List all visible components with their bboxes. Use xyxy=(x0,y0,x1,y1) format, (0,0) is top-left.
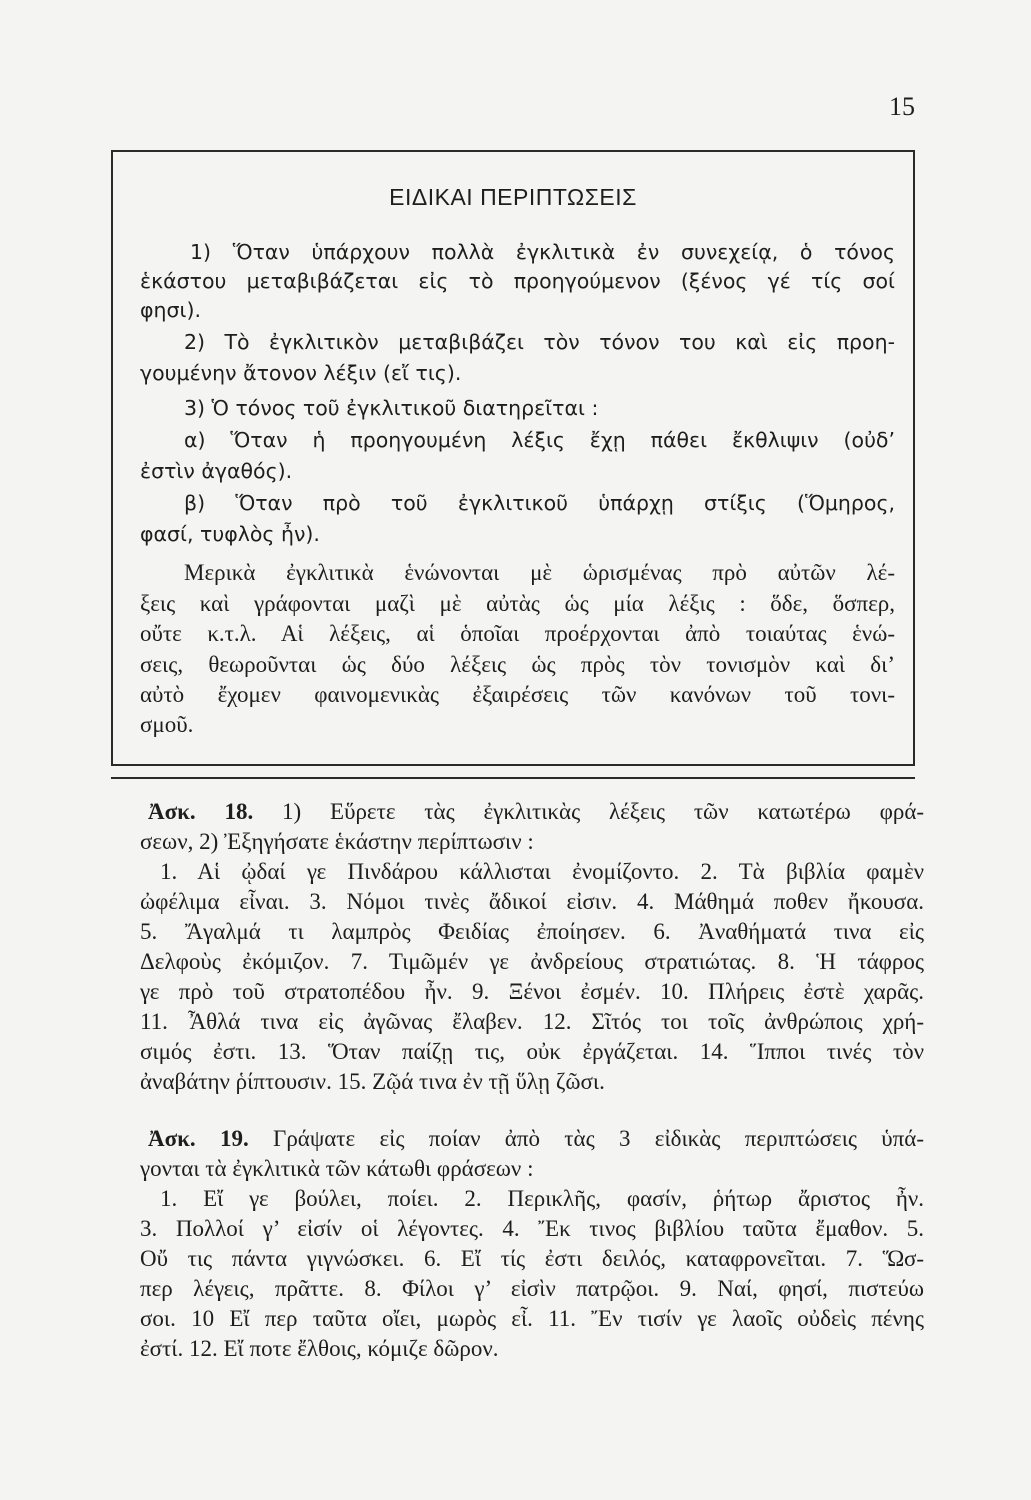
exercise-18-line: 5. Ἄγαλμά τι λαμπρὸς Φειδίας ἐποίησεν. 6. Ἀναθήματά τινα εἰς xyxy=(140,919,924,944)
exercise-18-line: ὠφέλιμα εἶναι. 3. Νόμοι τινὲς ἄδικοί εἰσιν. 4. Μάθημά ποθεν ἤκουσα. xyxy=(140,889,924,914)
note-line: ξεις καὶ γράφονται μαζὶ μὲ αὐτὰς ὡς μία λέξις : ὅδε, ὅσπερ, xyxy=(140,591,895,616)
exercise-19-line: γονται τὰ ἐγκλιτικὰ τῶν κάτωθι φράσεων : xyxy=(140,1156,534,1181)
rule-3a-line: ἐστὶν ἀγαθός). xyxy=(140,459,293,483)
note-line: σεις, θεωροῦνται ὡς δύο λέξεις ὡς πρὸς τὸν τονισμὸν καὶ δι’ xyxy=(140,652,895,677)
rule-2-line: γουμένην ἄτονον λέξιν (εἴ τις). xyxy=(140,361,462,385)
exercise-18-line: Δελφοὺς ἐκόμιζον. 7. Τιμῶμέν γε ἀνδρείους στρατιώτας. 8. Ἡ τάφρος xyxy=(140,949,924,974)
exercise-18-line: γε πρὸ τοῦ στρατοπέδου ἦν. 9. Ξένοι ἐσμέν. 10. Πλήρεις ἐστὲ χαρᾶς. xyxy=(140,979,924,1004)
exercise-18-line: 1. Αἱ ᾠδαί γε Πινδάρου κάλλισται ἐνομίζοντο. 2. Τὰ βιβλία φαμὲν xyxy=(160,859,924,884)
exercise-18-label: Ἀσκ. 18. xyxy=(148,799,254,824)
exercise-19-line: 3. Πολλοί γ’ εἰσίν οἱ λέγοντες. 4. Ἔκ τινος βιβλίου ταῦτα ἔμαθον. 5. xyxy=(140,1216,924,1241)
exercise-18-heading xyxy=(148,799,924,825)
exercise-18-line: σεων, 2) Ἐξηγήσατε ἑκάστην περίπτωσιν : xyxy=(140,829,534,854)
exercise-19-line: σοι. 10 Εἴ περ ταῦτα οἴει, μωρὸς εἶ. 11. Ἔν τισίν γε λαοῖς οὐδεὶς πένης xyxy=(140,1306,924,1331)
exercise-18-line: 11. Ἆθλά τινα εἰς ἀγῶνας ἔλαβεν. 12. Σῖτός τοι τοῖς ἀνθρώποις χρή- xyxy=(140,1009,924,1034)
exercise-19-line: ἐστί. 12. Εἴ ποτε ἔλθοις, κόμιζε δῶρον. xyxy=(140,1336,499,1361)
note-line: οὔτε κ.τ.λ. Αἱ λέξεις, αἱ ὁποῖαι προέρχονται ἀπὸ τοιαύτας ἑνώ- xyxy=(140,621,895,646)
exercise-18-instruction: 1) Εὕρετε τὰς ἐγκλιτικὰς λέξεις τῶν κατωτέρω φρά- xyxy=(282,799,925,824)
rule-1-line: φησι). xyxy=(140,298,201,322)
box-bottom-rule xyxy=(111,777,915,779)
rule-3b-line: β) Ὅταν πρὸ τοῦ ἐγκλιτικοῦ ὑπάρχῃ στίξις (Ὅμηρος, xyxy=(184,491,895,515)
rule-3a-line: α) Ὅταν ἡ προηγουμένη λέξις ἔχῃ πάθει ἔκθλιψιν (οὐδ’ xyxy=(184,428,895,452)
exercise-19-instruction: Γράψατε εἰς ποίαν ἀπὸ τὰς 3 εἰδικὰς περιπτώσεις ὑπά- xyxy=(273,1126,925,1151)
exercise-19-line: Οὔ τις πάντα γιγνώσκει. 6. Εἴ τίς ἐστι δειλός, καταφρονεῖται. 7. Ὥσ- xyxy=(140,1246,924,1271)
rule-2-line: 2) Τὸ ἐγκλιτικὸν μεταβιβάζει τὸν τόνον του καὶ εἰς προη- xyxy=(184,330,895,354)
exercise-19-label: Ἀσκ. 19. xyxy=(148,1126,249,1151)
rule-3b-line: φασί, τυφλὸς ἦν). xyxy=(140,522,320,546)
rule-3-heading: 3) Ὁ τόνος τοῦ ἐγκλιτικοῦ διατηρεῖται : xyxy=(184,396,599,420)
exercise-19-line: 1. Εἴ γε βούλει, ποίει. 2. Περικλῆς, φασίν, ῥήτωρ ἄριστος ἦν. xyxy=(160,1186,924,1211)
exercise-19-heading xyxy=(148,1126,924,1152)
box-title: ΕΙΔΙΚΑΙ ΠΕΡΙΠΤΩΣΕΙΣ xyxy=(389,184,637,210)
note-line: σμοῦ. xyxy=(140,712,194,737)
page-number: 15 xyxy=(889,92,915,121)
note-line: αὐτὸ ἔχομεν φαινομενικὰς ἐξαιρέσεις τῶν κανόνων τοῦ τονι- xyxy=(140,682,895,707)
rule-1-line: ἑκάστου μεταβιβάζεται εἰς τὸ προηγούμενον (ξένος γέ τίς σοί xyxy=(140,269,895,293)
rule-1-line: 1) Ὅταν ὑπάρχουν πολλὰ ἐγκλιτικὰ ἐν συνεχείᾳ, ὁ τόνος xyxy=(190,240,895,264)
exercise-18-line: σιμός ἐστι. 13. Ὅταν παίζῃ τις, οὐκ ἐργάζεται. 14. Ἵπποι τινές τὸν xyxy=(140,1039,924,1064)
exercise-19-line: περ λέγεις, πρᾶττε. 8. Φίλοι γ’ εἰσὶν πατρῷοι. 9. Ναί, φησί, πιστεύω xyxy=(140,1276,924,1301)
exercise-18-line: ἀναβάτην ῥίπτουσιν. 15. Ζῷά τινα ἐν τῇ ὕλῃ ζῶσι. xyxy=(140,1069,605,1094)
note-line: Μερικὰ ἐγκλιτικὰ ἑνώνονται μὲ ὡρισμένας πρὸ αὐτῶν λέ- xyxy=(184,560,895,585)
